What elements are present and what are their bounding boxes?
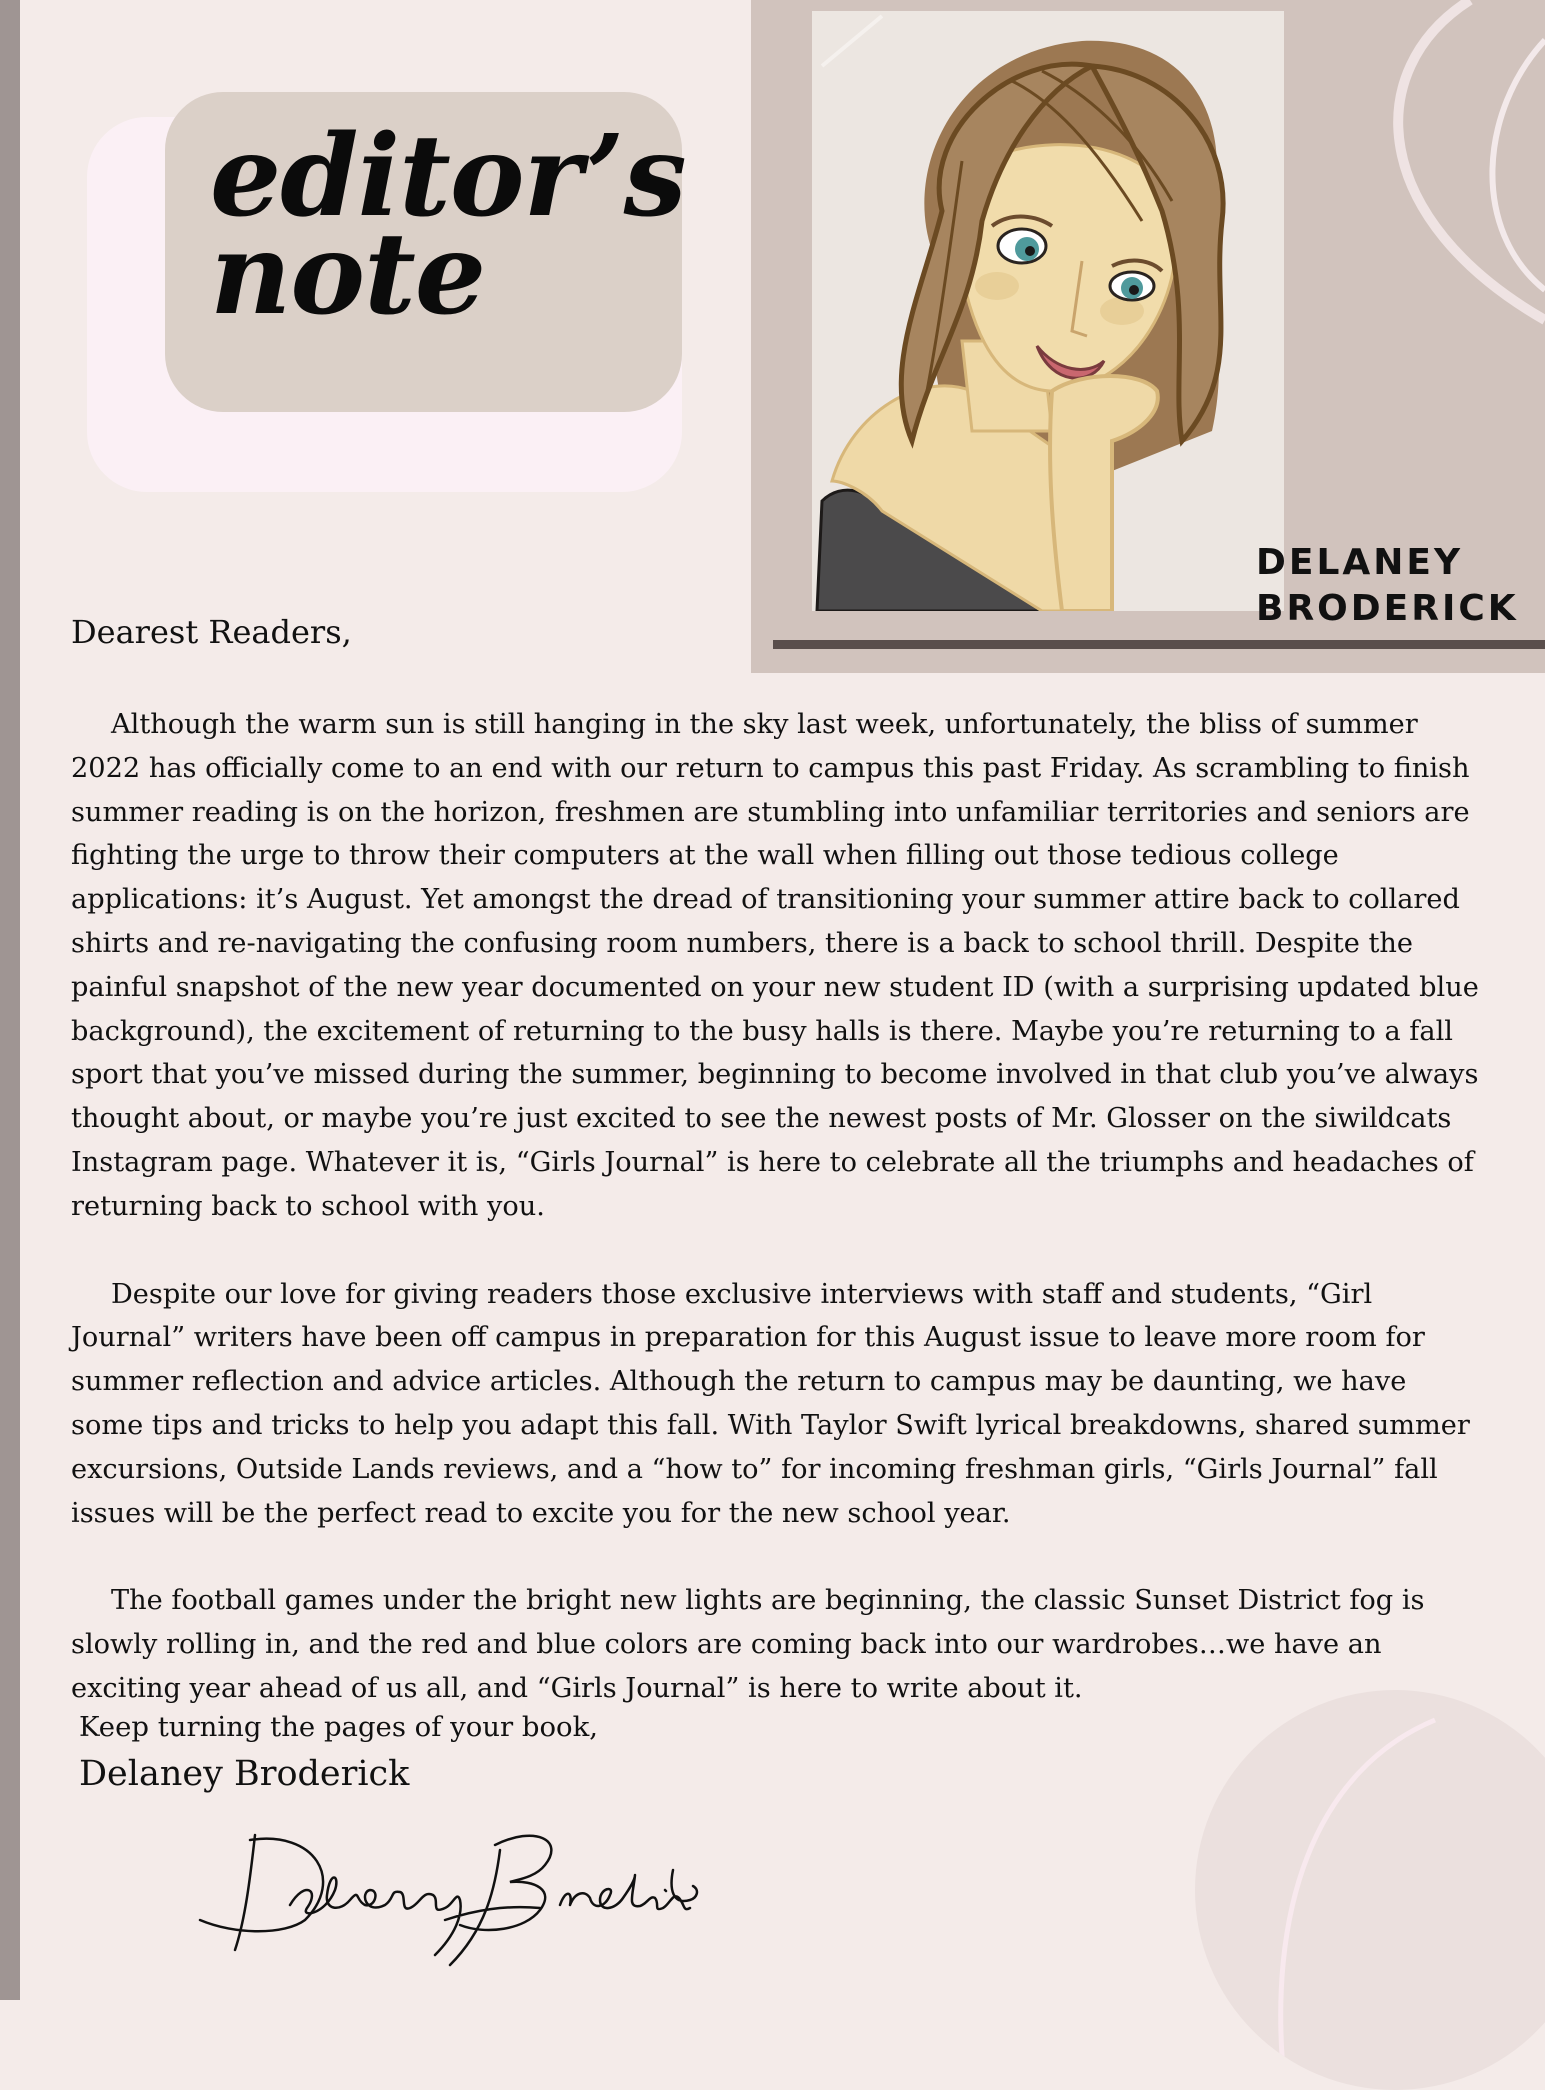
paragraph-3: The football games under the bright new lights are beginning, the classic Sunset District fog is slowly rolling in, and the red and blue colors are coming back into our wardrobes…we have an exciting year ahead of us all, and “Girls Journal” is here to write about it. [71,1585,1425,1704]
signoff: Keep turning the pages of your book, [79,1711,598,1743]
portrait-illustration [812,11,1284,611]
salutation: Dearest Readers, [71,613,352,651]
decorative-curves [1330,0,1545,360]
signer-name: Delaney Broderick [79,1754,410,1794]
page-title: editor’s note [210,111,686,340]
paragraph-2: Despite our love for giving readers those exclusive interviews with staff and students, “Girl Journal” writers have been off campus in preparation for this August issue to leave more room for summer reflection and advice articles. Although the return to campus may be daunting, we have some tips and tricks to help you adapt this fall. With Taylor Swift lyrical breakdowns, shared summer excursions, Outside Lands reviews, and a “how to” for incoming freshman girls, “Girls Journal” fall issues will be the perfect read to excite you for the new school year. [71,1278,1470,1529]
author-label [1256,540,1519,632]
paragraph-1: Although the warm sun is still hanging in the sky last week, unfortunately, the bliss of summer 2022 has officially come to an end with our return to campus this past Friday. As scrambling to finish summer reading is on the horizon, freshmen are stumbling into unfamiliar territories and seniors are fighting the urge to throw their computers at the wall when filling out those tedious college applications: it’s August. Yet amongst the dread of transitioning your summer attire back to collared shirts and re-navigating the confusing room numbers, there is a back to school thrill. Despite the painful snapshot of the new year documented on your new student ID (with a surprising updated blue background), the excitement of returning to the busy halls is there. Maybe you’re returning to a fall sport that you’ve missed during the summer, beginning to become involved in that club you’ve always thought about, or maybe you’re just excited to see the newest posts of Mr. Glosser on the siwildcats Instagram page. Whatever it is, “Girls Journal” is here to celebrate all the triumphs and headaches of returning back to school with you. [71,709,1479,1222]
author-name-bar [773,640,1545,649]
letter-body [71,703,1481,1755]
author-label-text: DELANEY BRODERICK [1256,542,1519,629]
author-portrait [812,11,1284,611]
left-border-bar [0,0,20,2000]
handwritten-signature [195,1820,705,1970]
